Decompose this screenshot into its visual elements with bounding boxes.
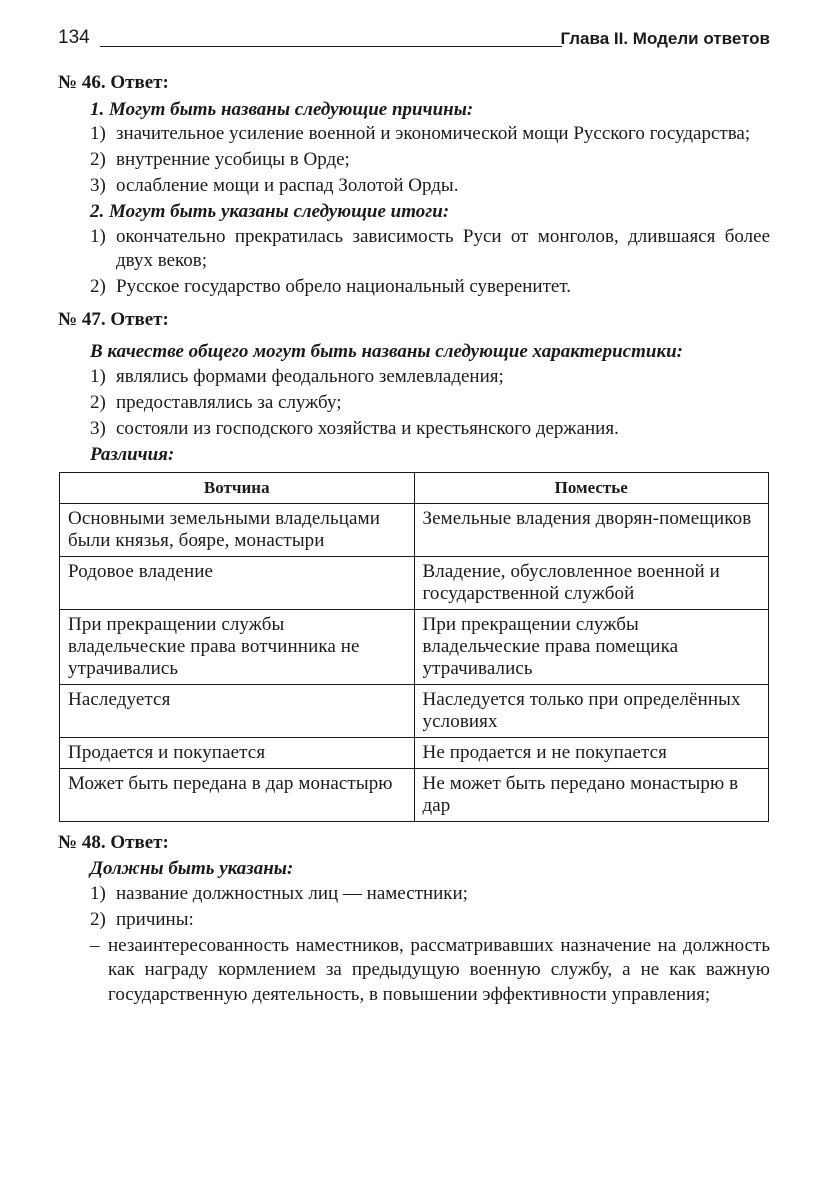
- answer-46-reasons-heading: 1. Могут быть названы следующие причины:: [90, 98, 474, 120]
- answer-48-heading: Должны быть указаны:: [90, 858, 294, 879]
- answer-46-reasons-list: [90, 122, 770, 199]
- table-row: [60, 609, 769, 684]
- table-cell: Не может быть передано монастырю в дар: [414, 768, 769, 821]
- answer-47-title: № 47. Ответ:: [58, 308, 169, 330]
- answer-48-list: [90, 882, 770, 933]
- answer-46-results-heading: 2. Могут быть указаны следующие итоги:: [90, 201, 450, 222]
- table-row: [60, 684, 769, 737]
- answer-46-results-list: [90, 225, 770, 300]
- answer-47-differences-heading: Различия:: [90, 444, 175, 465]
- column-header-votchina: Вотчина: [60, 472, 415, 503]
- list-item: 1) название должностных лиц — наместники;: [90, 882, 468, 904]
- table-cell: Земельные владения дворян-помещиков: [414, 503, 769, 556]
- table-cell: Может быть передана в дар монастырю: [60, 768, 415, 821]
- header-rule: [100, 46, 562, 47]
- running-title: Глава II. Модели ответов: [560, 29, 770, 48]
- table-cell: При прекращении службы владельческие права вотчинника не утрачивались: [60, 609, 415, 684]
- page-header: [58, 22, 770, 54]
- list-item: 2) предоставлялись за службу;: [90, 391, 342, 413]
- table-row: [60, 556, 769, 609]
- page-content: [58, 71, 770, 1015]
- table-row: [60, 503, 769, 556]
- table-cell: Родовое владение: [60, 556, 415, 609]
- table-cell: Наследуется: [60, 684, 415, 737]
- list-item: 3) состояли из господского хозяйства и крестьянского держания.: [90, 417, 619, 439]
- list-item: 2) Русское государство обрело национальный суверенитет.: [90, 276, 571, 297]
- answer-48-title: № 48. Ответ:: [58, 831, 169, 853]
- table-cell: Не продается и не покупается: [414, 737, 769, 768]
- answer-47-common-heading: В качестве общего могут быть названы следующие характеристики:: [90, 341, 683, 362]
- list-item: 1) окончательно прекратилась зависимость Руси от монголов, длившаяся более двух веков;: [90, 225, 770, 271]
- page-number: 134: [58, 27, 90, 48]
- list-item: 2) причины:: [90, 908, 194, 930]
- table-cell: Владение, обусловленное военной и государственной службой: [414, 556, 769, 609]
- table-row: [60, 737, 769, 768]
- table-row: [60, 768, 769, 821]
- answer-48: [58, 831, 770, 1008]
- table-cell: Продается и покупается: [60, 737, 415, 768]
- answer-46: [58, 71, 770, 300]
- list-item: 1) значительное усиление военной и экономической мощи Русского государства;: [90, 123, 751, 144]
- column-header-pomestie: Поместье: [414, 472, 769, 503]
- list-item: – незаинтересованность наместников, рассматривавших назначение на должность как награду кормлением за предыдущую военную службу, а не как важную государственную деятельность, в повышении эффективности управления;: [90, 934, 770, 1005]
- table-cell: Наследуется только при определённых условиях: [414, 684, 769, 737]
- table-cell: Основными земельными владельцами были князья, бояре, монастыри: [60, 503, 415, 556]
- comparison-table: [59, 472, 769, 822]
- list-item: 1) являлись формами феодального землевладения;: [90, 365, 504, 387]
- list-item: 3) ослабление мощи и распад Золотой Орды.: [90, 175, 459, 196]
- list-item: 2) внутренние усобицы в Орде;: [90, 149, 350, 170]
- table-cell: При прекращении службы владельческие права помещика утрачивались: [414, 609, 769, 684]
- table-header-row: [60, 472, 769, 503]
- answer-47: [58, 308, 770, 822]
- answer-48-dash-list: [90, 934, 770, 1008]
- answer-47-common-list: [90, 365, 770, 442]
- answer-46-title: № 46. Ответ:: [58, 72, 169, 93]
